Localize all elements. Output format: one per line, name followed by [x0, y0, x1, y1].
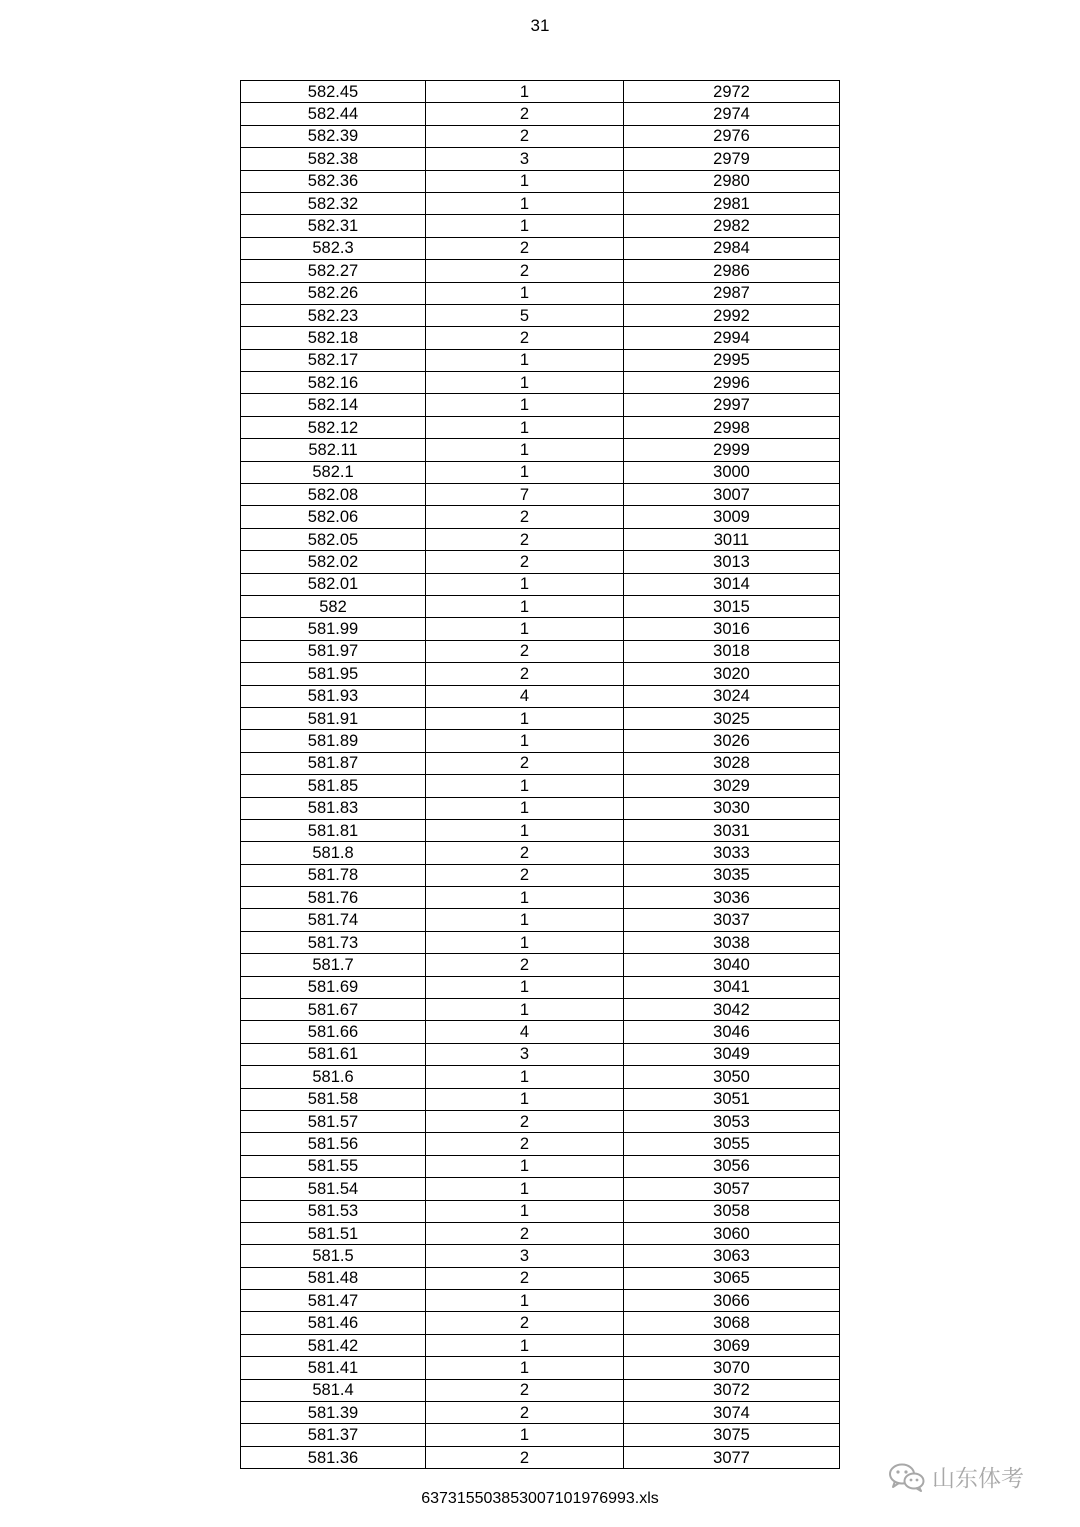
count-cell: 1	[426, 192, 624, 214]
cumulative-cell: 3042	[624, 999, 840, 1021]
cumulative-cell: 3018	[624, 640, 840, 662]
count-cell: 2	[426, 1402, 624, 1424]
score-cell: 581.95	[241, 663, 426, 685]
count-cell: 1	[426, 1334, 624, 1356]
score-cell: 581.53	[241, 1200, 426, 1222]
table-row	[241, 663, 840, 685]
score-cell: 581.57	[241, 1110, 426, 1132]
score-cell: 581.99	[241, 618, 426, 640]
score-cell: 582.08	[241, 484, 426, 506]
count-cell: 1	[426, 819, 624, 841]
table-row	[241, 282, 840, 304]
table-row	[241, 1245, 840, 1267]
score-cell: 582.05	[241, 528, 426, 550]
table-row	[241, 1267, 840, 1289]
cumulative-cell: 2995	[624, 349, 840, 371]
cumulative-cell: 3009	[624, 506, 840, 528]
table-row	[241, 372, 840, 394]
score-cell: 581.69	[241, 976, 426, 998]
table-body	[241, 81, 840, 1469]
count-cell: 1	[426, 1357, 624, 1379]
count-cell: 2	[426, 237, 624, 259]
cumulative-cell: 3049	[624, 1043, 840, 1065]
count-cell: 1	[426, 797, 624, 819]
count-cell: 1	[426, 1178, 624, 1200]
table-row	[241, 595, 840, 617]
count-cell: 2	[426, 954, 624, 976]
cumulative-cell: 3051	[624, 1088, 840, 1110]
wechat-icon	[888, 1462, 926, 1492]
count-cell: 1	[426, 775, 624, 797]
cumulative-cell: 3016	[624, 618, 840, 640]
score-cell: 582.45	[241, 81, 426, 103]
count-cell: 3	[426, 1043, 624, 1065]
table-row	[241, 640, 840, 662]
cumulative-cell: 3035	[624, 864, 840, 886]
score-cell: 582.14	[241, 394, 426, 416]
table-row	[241, 1066, 840, 1088]
score-cell: 581.6	[241, 1066, 426, 1088]
cumulative-cell: 3053	[624, 1110, 840, 1132]
watermark	[888, 1460, 1024, 1493]
count-cell: 1	[426, 573, 624, 595]
table-row	[241, 1021, 840, 1043]
table-row	[241, 1043, 840, 1065]
score-cell: 582.16	[241, 372, 426, 394]
score-cell: 581.58	[241, 1088, 426, 1110]
score-cell: 582.31	[241, 215, 426, 237]
table-row	[241, 394, 840, 416]
count-cell: 2	[426, 1222, 624, 1244]
cumulative-cell: 3038	[624, 931, 840, 953]
score-cell: 581.48	[241, 1267, 426, 1289]
count-cell: 1	[426, 1155, 624, 1177]
score-cell: 582.18	[241, 327, 426, 349]
table-row	[241, 327, 840, 349]
table-row	[241, 81, 840, 103]
count-cell: 7	[426, 484, 624, 506]
score-cell: 582.17	[241, 349, 426, 371]
count-cell: 2	[426, 1379, 624, 1401]
score-cell: 581.78	[241, 864, 426, 886]
table-row	[241, 1222, 840, 1244]
score-cell: 582.11	[241, 439, 426, 461]
cumulative-cell: 3057	[624, 1178, 840, 1200]
score-cell: 581.89	[241, 730, 426, 752]
table-row	[241, 573, 840, 595]
footer-filename: 637315503853007101976993.xls	[421, 1490, 659, 1507]
cumulative-cell: 3072	[624, 1379, 840, 1401]
count-cell: 5	[426, 304, 624, 326]
count-cell: 1	[426, 707, 624, 729]
count-cell: 1	[426, 170, 624, 192]
score-cell: 582.36	[241, 170, 426, 192]
table-row	[241, 439, 840, 461]
score-cell: 582.1	[241, 461, 426, 483]
table-row	[241, 461, 840, 483]
table-row	[241, 931, 840, 953]
cumulative-cell: 3060	[624, 1222, 840, 1244]
cumulative-cell: 3013	[624, 551, 840, 573]
table-row	[241, 1133, 840, 1155]
score-cell: 582.32	[241, 192, 426, 214]
count-cell: 2	[426, 1133, 624, 1155]
score-cell: 581.83	[241, 797, 426, 819]
table-row	[241, 1446, 840, 1468]
table-row	[241, 775, 840, 797]
cumulative-cell: 3029	[624, 775, 840, 797]
table-row	[241, 506, 840, 528]
score-cell: 581.93	[241, 685, 426, 707]
cumulative-cell: 2979	[624, 148, 840, 170]
cumulative-cell: 3050	[624, 1066, 840, 1088]
score-cell: 581.41	[241, 1357, 426, 1379]
count-cell: 2	[426, 663, 624, 685]
count-cell: 2	[426, 1446, 624, 1468]
count-cell: 1	[426, 730, 624, 752]
table-row	[241, 1155, 840, 1177]
score-cell: 581.67	[241, 999, 426, 1021]
cumulative-cell: 3033	[624, 842, 840, 864]
score-cell: 582	[241, 595, 426, 617]
cumulative-cell: 3025	[624, 707, 840, 729]
score-cell: 582.02	[241, 551, 426, 573]
count-cell: 1	[426, 349, 624, 371]
table-row	[241, 1424, 840, 1446]
table-row	[241, 1088, 840, 1110]
cumulative-cell: 3066	[624, 1290, 840, 1312]
count-cell: 1	[426, 1424, 624, 1446]
count-cell: 1	[426, 1088, 624, 1110]
cumulative-cell: 2987	[624, 282, 840, 304]
score-cell: 581.73	[241, 931, 426, 953]
score-cell: 581.4	[241, 1379, 426, 1401]
cumulative-cell: 3015	[624, 595, 840, 617]
table-row	[241, 707, 840, 729]
table-row	[241, 618, 840, 640]
table-row	[241, 1379, 840, 1401]
score-cell: 581.56	[241, 1133, 426, 1155]
count-cell: 1	[426, 618, 624, 640]
cumulative-cell: 2999	[624, 439, 840, 461]
count-cell: 1	[426, 81, 624, 103]
cumulative-cell: 2984	[624, 237, 840, 259]
score-cell: 581.8	[241, 842, 426, 864]
score-cell: 582.26	[241, 282, 426, 304]
cumulative-cell: 3070	[624, 1357, 840, 1379]
count-cell: 4	[426, 685, 624, 707]
table-row	[241, 125, 840, 147]
count-cell: 2	[426, 327, 624, 349]
cumulative-cell: 3046	[624, 1021, 840, 1043]
score-cell: 582.12	[241, 416, 426, 438]
score-cell: 582.44	[241, 103, 426, 125]
cumulative-cell: 3037	[624, 909, 840, 931]
table-row	[241, 237, 840, 259]
table-row	[241, 528, 840, 550]
table-row	[241, 551, 840, 573]
cumulative-cell: 2980	[624, 170, 840, 192]
score-cell: 581.36	[241, 1446, 426, 1468]
cumulative-cell: 2981	[624, 192, 840, 214]
score-cell: 582.06	[241, 506, 426, 528]
table-row	[241, 819, 840, 841]
cumulative-cell: 3069	[624, 1334, 840, 1356]
table-row	[241, 170, 840, 192]
table-row	[241, 730, 840, 752]
count-cell: 1	[426, 931, 624, 953]
cumulative-cell: 3007	[624, 484, 840, 506]
count-cell: 1	[426, 416, 624, 438]
score-cell: 582.38	[241, 148, 426, 170]
count-cell: 2	[426, 1312, 624, 1334]
score-cell: 582.39	[241, 125, 426, 147]
score-cell: 582.23	[241, 304, 426, 326]
cumulative-cell: 3030	[624, 797, 840, 819]
cumulative-cell: 3020	[624, 663, 840, 685]
table-row	[241, 1334, 840, 1356]
count-cell: 1	[426, 1200, 624, 1222]
table-row	[241, 1357, 840, 1379]
page-number: 31	[530, 16, 550, 35]
score-cell: 581.61	[241, 1043, 426, 1065]
cumulative-cell: 3014	[624, 573, 840, 595]
cumulative-cell: 3024	[624, 685, 840, 707]
count-cell: 2	[426, 864, 624, 886]
count-cell: 1	[426, 282, 624, 304]
score-cell: 582.01	[241, 573, 426, 595]
cumulative-cell: 3065	[624, 1267, 840, 1289]
table-row	[241, 752, 840, 774]
cumulative-cell: 2976	[624, 125, 840, 147]
table-row	[241, 954, 840, 976]
table-row	[241, 976, 840, 998]
cumulative-cell: 3031	[624, 819, 840, 841]
count-cell: 2	[426, 640, 624, 662]
cumulative-cell: 3040	[624, 954, 840, 976]
score-cell: 581.5	[241, 1245, 426, 1267]
cumulative-cell: 3063	[624, 1245, 840, 1267]
table-row	[241, 260, 840, 282]
cumulative-cell: 3077	[624, 1446, 840, 1468]
count-cell: 2	[426, 103, 624, 125]
score-cell: 581.66	[241, 1021, 426, 1043]
watermark-text: 山东体考	[932, 1466, 1024, 1492]
table-row	[241, 999, 840, 1021]
cumulative-cell: 3055	[624, 1133, 840, 1155]
cumulative-cell: 2996	[624, 372, 840, 394]
cumulative-cell: 2974	[624, 103, 840, 125]
count-cell: 2	[426, 551, 624, 573]
count-cell: 3	[426, 148, 624, 170]
cumulative-cell: 2986	[624, 260, 840, 282]
cumulative-cell: 3011	[624, 528, 840, 550]
count-cell: 1	[426, 1290, 624, 1312]
table-row	[241, 685, 840, 707]
count-cell: 2	[426, 125, 624, 147]
score-cell: 581.54	[241, 1178, 426, 1200]
count-cell: 1	[426, 439, 624, 461]
cumulative-cell: 3068	[624, 1312, 840, 1334]
table-row	[241, 1290, 840, 1312]
cumulative-cell: 3075	[624, 1424, 840, 1446]
table-row	[241, 484, 840, 506]
table-row	[241, 1178, 840, 1200]
count-cell: 2	[426, 1267, 624, 1289]
count-cell: 1	[426, 372, 624, 394]
count-cell: 1	[426, 887, 624, 909]
cumulative-cell: 3000	[624, 461, 840, 483]
score-cell: 581.46	[241, 1312, 426, 1334]
count-cell: 2	[426, 1110, 624, 1132]
table-row	[241, 103, 840, 125]
cumulative-cell: 3028	[624, 752, 840, 774]
count-cell: 1	[426, 215, 624, 237]
count-cell: 1	[426, 595, 624, 617]
score-cell: 581.76	[241, 887, 426, 909]
table-row	[241, 909, 840, 931]
count-cell: 1	[426, 461, 624, 483]
table-row	[241, 1312, 840, 1334]
table-row	[241, 416, 840, 438]
score-cell: 581.74	[241, 909, 426, 931]
table-row	[241, 842, 840, 864]
cumulative-cell: 2997	[624, 394, 840, 416]
count-cell: 1	[426, 909, 624, 931]
cumulative-cell: 3036	[624, 887, 840, 909]
cumulative-cell: 2982	[624, 215, 840, 237]
table-row	[241, 215, 840, 237]
count-cell: 2	[426, 260, 624, 282]
score-cell: 582.3	[241, 237, 426, 259]
score-cell: 581.81	[241, 819, 426, 841]
table-row	[241, 148, 840, 170]
table-row	[241, 1110, 840, 1132]
score-cell: 581.42	[241, 1334, 426, 1356]
count-cell: 2	[426, 506, 624, 528]
table-row	[241, 864, 840, 886]
score-cell: 581.37	[241, 1424, 426, 1446]
count-cell: 1	[426, 976, 624, 998]
count-cell: 2	[426, 842, 624, 864]
score-cell: 581.87	[241, 752, 426, 774]
count-cell: 1	[426, 1066, 624, 1088]
count-cell: 1	[426, 394, 624, 416]
table-row	[241, 349, 840, 371]
cumulative-cell: 3058	[624, 1200, 840, 1222]
score-cell: 581.7	[241, 954, 426, 976]
score-cell: 581.47	[241, 1290, 426, 1312]
score-cell: 581.85	[241, 775, 426, 797]
cumulative-cell: 3074	[624, 1402, 840, 1424]
score-cell: 581.91	[241, 707, 426, 729]
cumulative-cell: 2972	[624, 81, 840, 103]
cumulative-cell: 3026	[624, 730, 840, 752]
count-cell: 3	[426, 1245, 624, 1267]
table-row	[241, 1402, 840, 1424]
score-cell: 581.51	[241, 1222, 426, 1244]
count-cell: 4	[426, 1021, 624, 1043]
table-row	[241, 1200, 840, 1222]
score-cell: 581.97	[241, 640, 426, 662]
count-cell: 2	[426, 528, 624, 550]
cumulative-cell: 2992	[624, 304, 840, 326]
cumulative-cell: 3041	[624, 976, 840, 998]
score-cell: 581.39	[241, 1402, 426, 1424]
score-table	[240, 80, 840, 1469]
score-cell: 582.27	[241, 260, 426, 282]
cumulative-cell: 2998	[624, 416, 840, 438]
count-cell: 1	[426, 999, 624, 1021]
cumulative-cell: 2994	[624, 327, 840, 349]
table-row	[241, 304, 840, 326]
table-row	[241, 192, 840, 214]
table-row	[241, 797, 840, 819]
count-cell: 2	[426, 752, 624, 774]
score-cell: 581.55	[241, 1155, 426, 1177]
cumulative-cell: 3056	[624, 1155, 840, 1177]
table-row	[241, 887, 840, 909]
